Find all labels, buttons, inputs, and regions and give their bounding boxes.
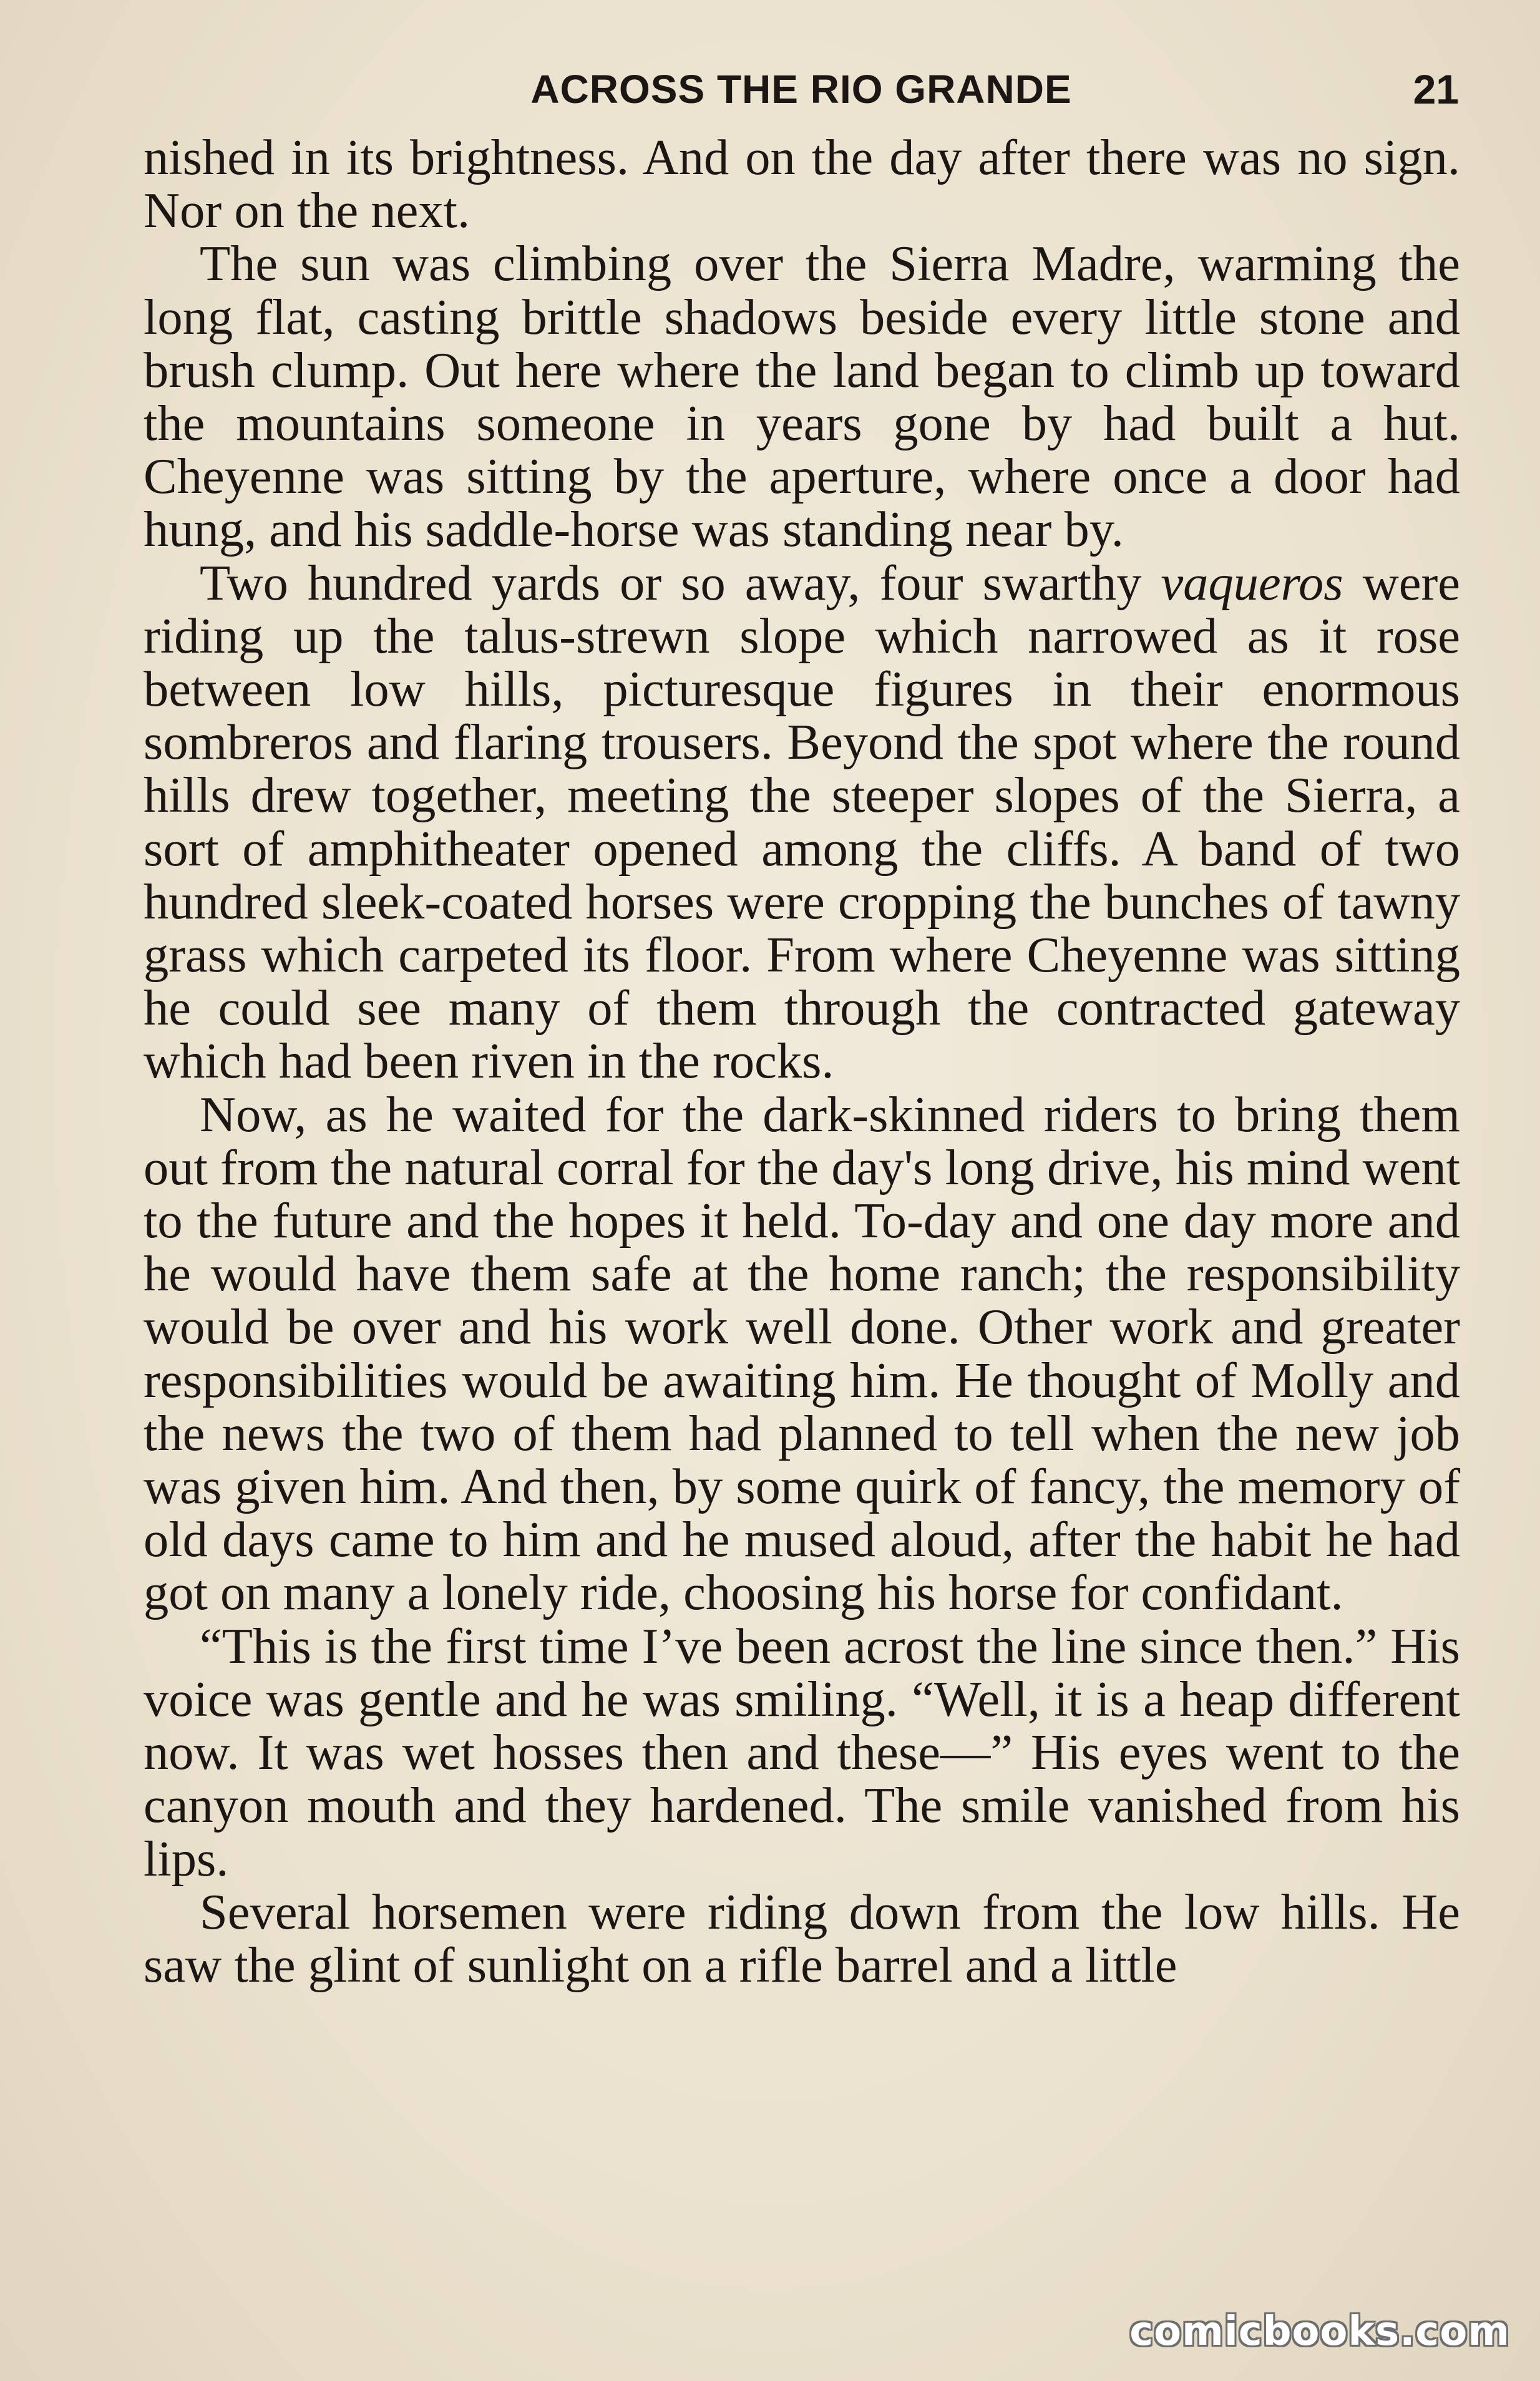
page-number: 21 xyxy=(1413,66,1459,112)
paragraph-6: Several horsemen were riding down from the low hills. He saw the glint of sunlight on a rifle barrel and a little xyxy=(144,1884,1460,1993)
italic-word-vaqueros: vaqueros xyxy=(1161,555,1343,611)
running-head: ACROSS THE RIO GRANDE xyxy=(530,67,1072,112)
paragraph-5: “This is the first time I’ve been acrost the line since then.” His voice was gentle and he was smiling. “Well, it is a heap different now. It was wet hosses then and these—” His eyes went to the canyon mouth and they hardened. The smile vanished from his lips. xyxy=(144,1618,1460,1887)
paragraph-3-start: Two hundred yards or so away, four swarthy xyxy=(200,555,1161,611)
paragraph-2: The sun was climbing over the Sierra Madre, warming the long flat, casting brittle shadows beside every little stone and brush clump. Out here where the land began to climb up toward the mountains someone in years gone by had built a hut. Cheyenne was sitting by the aperture, where once a door had hung, and his saddle-horse was standing near by. xyxy=(144,236,1460,558)
paragraph-1: nished in its brightness. And on the day after there was no sign. Nor on the next. xyxy=(144,130,1460,239)
paragraph-3-rest: were riding up the talus-strewn slope which narrowed as it rose between low hills, picturesque figures in their enormous sombreros and flaring trousers. Beyond the spot where the round hills drew together, meeting the steeper slopes of the Sierra, a sort of amphitheater opened among the cliffs. A band of two hundred sleek-coated horses were cropping the bunches of tawny grass which carpeted its floor. From where Cheyenne was sitting he could see many of them through the contracted gateway which had been riven in the rocks. xyxy=(144,555,1460,1089)
paragraph-4: Now, as he waited for the dark-skinned riders to bring them out from the natural corral for the day's long drive, his mind went to the future and the hopes it held. To-day and one day more and he would have them safe at the home ranch; the responsibility would be over and his work well done. Other work and greater responsibilities would be awaiting him. He thought of Molly and the news the two of them had planned to tell when the new job was given him. And then, by some quirk of fancy, the memory of old days came to him and he mused aloud, after the habit he had got on many a lonely ride, choosing his horse for confidant. xyxy=(144,1086,1460,1621)
page-header xyxy=(144,55,1459,124)
paragraph-3 xyxy=(144,557,1460,1088)
body-text xyxy=(144,131,1460,1992)
watermark: comicbooks.com xyxy=(1129,2309,1510,2355)
